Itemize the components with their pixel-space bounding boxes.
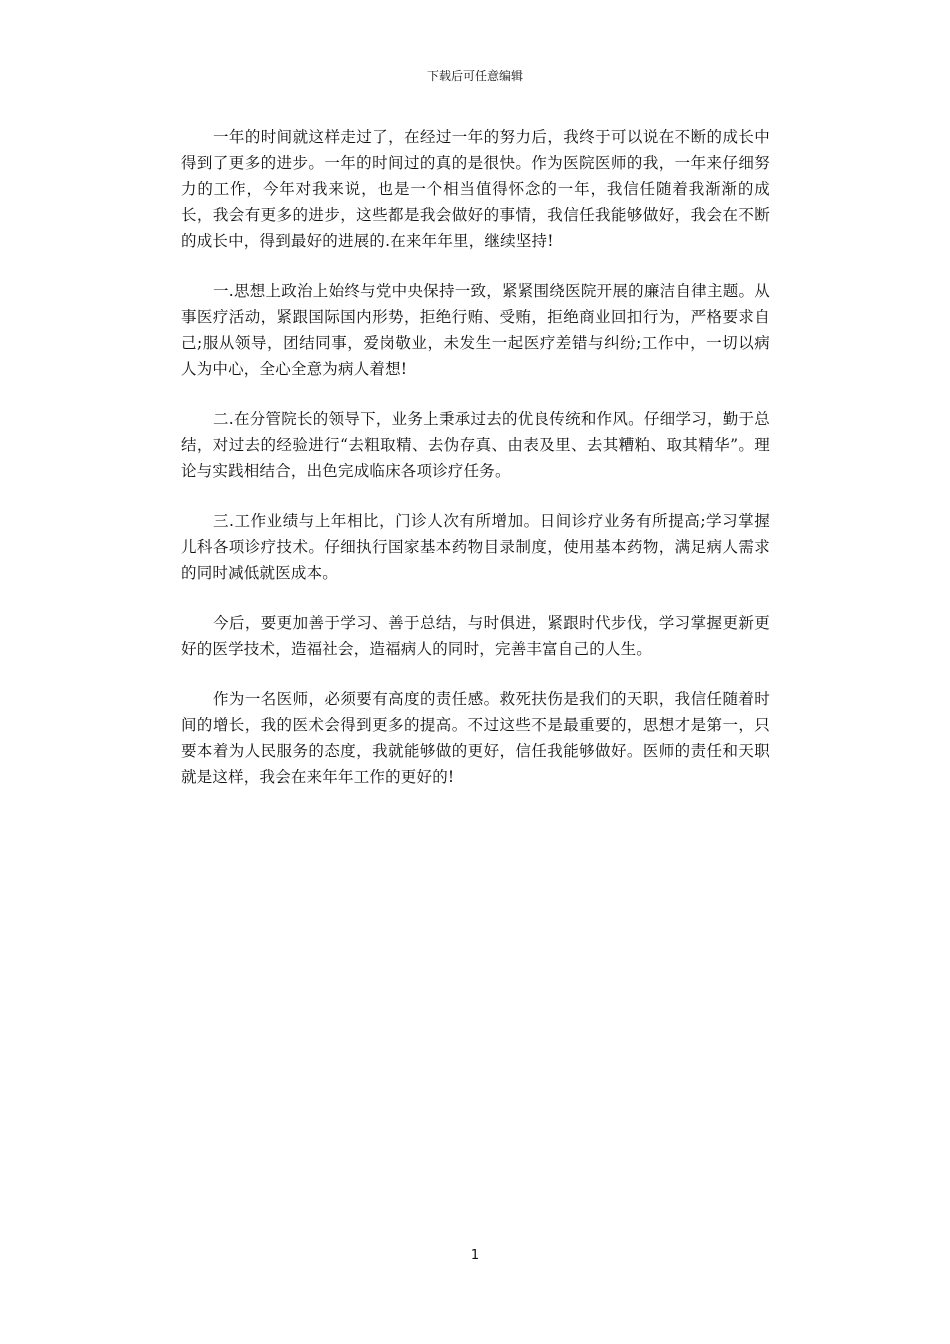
paragraph-point-one: 一.思想上政治上始终与党中央保持一致，紧紧围绕医院开展的廉洁自律主题。从事医疗活动，紧跟国际国内形势，拒绝行贿、受贿，拒绝商业回扣行为，严格要求自己;服从领导，团结同事，爱岗敬业，未发生一起医疗差错与纠纷;工作中，一切以病人为中心，全心全意为病人着想! bbox=[181, 282, 770, 378]
document-body bbox=[181, 124, 770, 814]
paragraph-intro: 一年的时间就这样走过了，在经过一年的努力后，我终于可以说在不断的成长中得到了更多的进步。一年的时间过的真的是很快。作为医院医师的我，一年来仔细努力的工作，今年对我来说，也是一个相当值得怀念的一年，我信任随着我渐渐的成长，我会有更多的进步，这些都是我会做好的事情，我信任我能够做好，我会在不断的成长中，得到最好的进展的.在来年年里，继续坚持! bbox=[181, 128, 770, 250]
paragraph-conclusion: 作为一名医师，必须要有高度的责任感。救死扶伤是我们的天职，我信任随着时间的增长，我的医术会得到更多的提高。不过这些不是最重要的，思想才是第一，只要本着为人民服务的态度，我就能够做的更好，信任我能够做好。医师的责任和天职就是这样，我会在来年年工作的更好的! bbox=[181, 690, 770, 786]
page-header: 下载后可任意编辑 bbox=[426, 69, 523, 83]
paragraph-point-two: 二.在分管院长的领导下，业务上秉承过去的优良传统和作风。仔细学习，勤于总结，对过去的经验进行“去粗取精、去伪存真、由表及里、去其糟粕、取其精华”。理论与实践相结合，出色完成临床各项诊疗任务。 bbox=[181, 410, 770, 480]
page-number: 1 bbox=[470, 1248, 480, 1263]
paragraph-point-three: 三.工作业绩与上年相比，门诊人次有所增加。日间诊疗业务有所提高;学习掌握儿科各项诊疗技术。仔细执行国家基本药物目录制度，使用基本药物，满足病人需求的同时减低就医成本。 bbox=[181, 512, 770, 582]
paragraph-future: 今后，要更加善于学习、善于总结，与时俱进，紧跟时代步伐，学习掌握更新更好的医学技术，造福社会，造福病人的同时，完善丰富自己的人生。 bbox=[181, 614, 770, 658]
